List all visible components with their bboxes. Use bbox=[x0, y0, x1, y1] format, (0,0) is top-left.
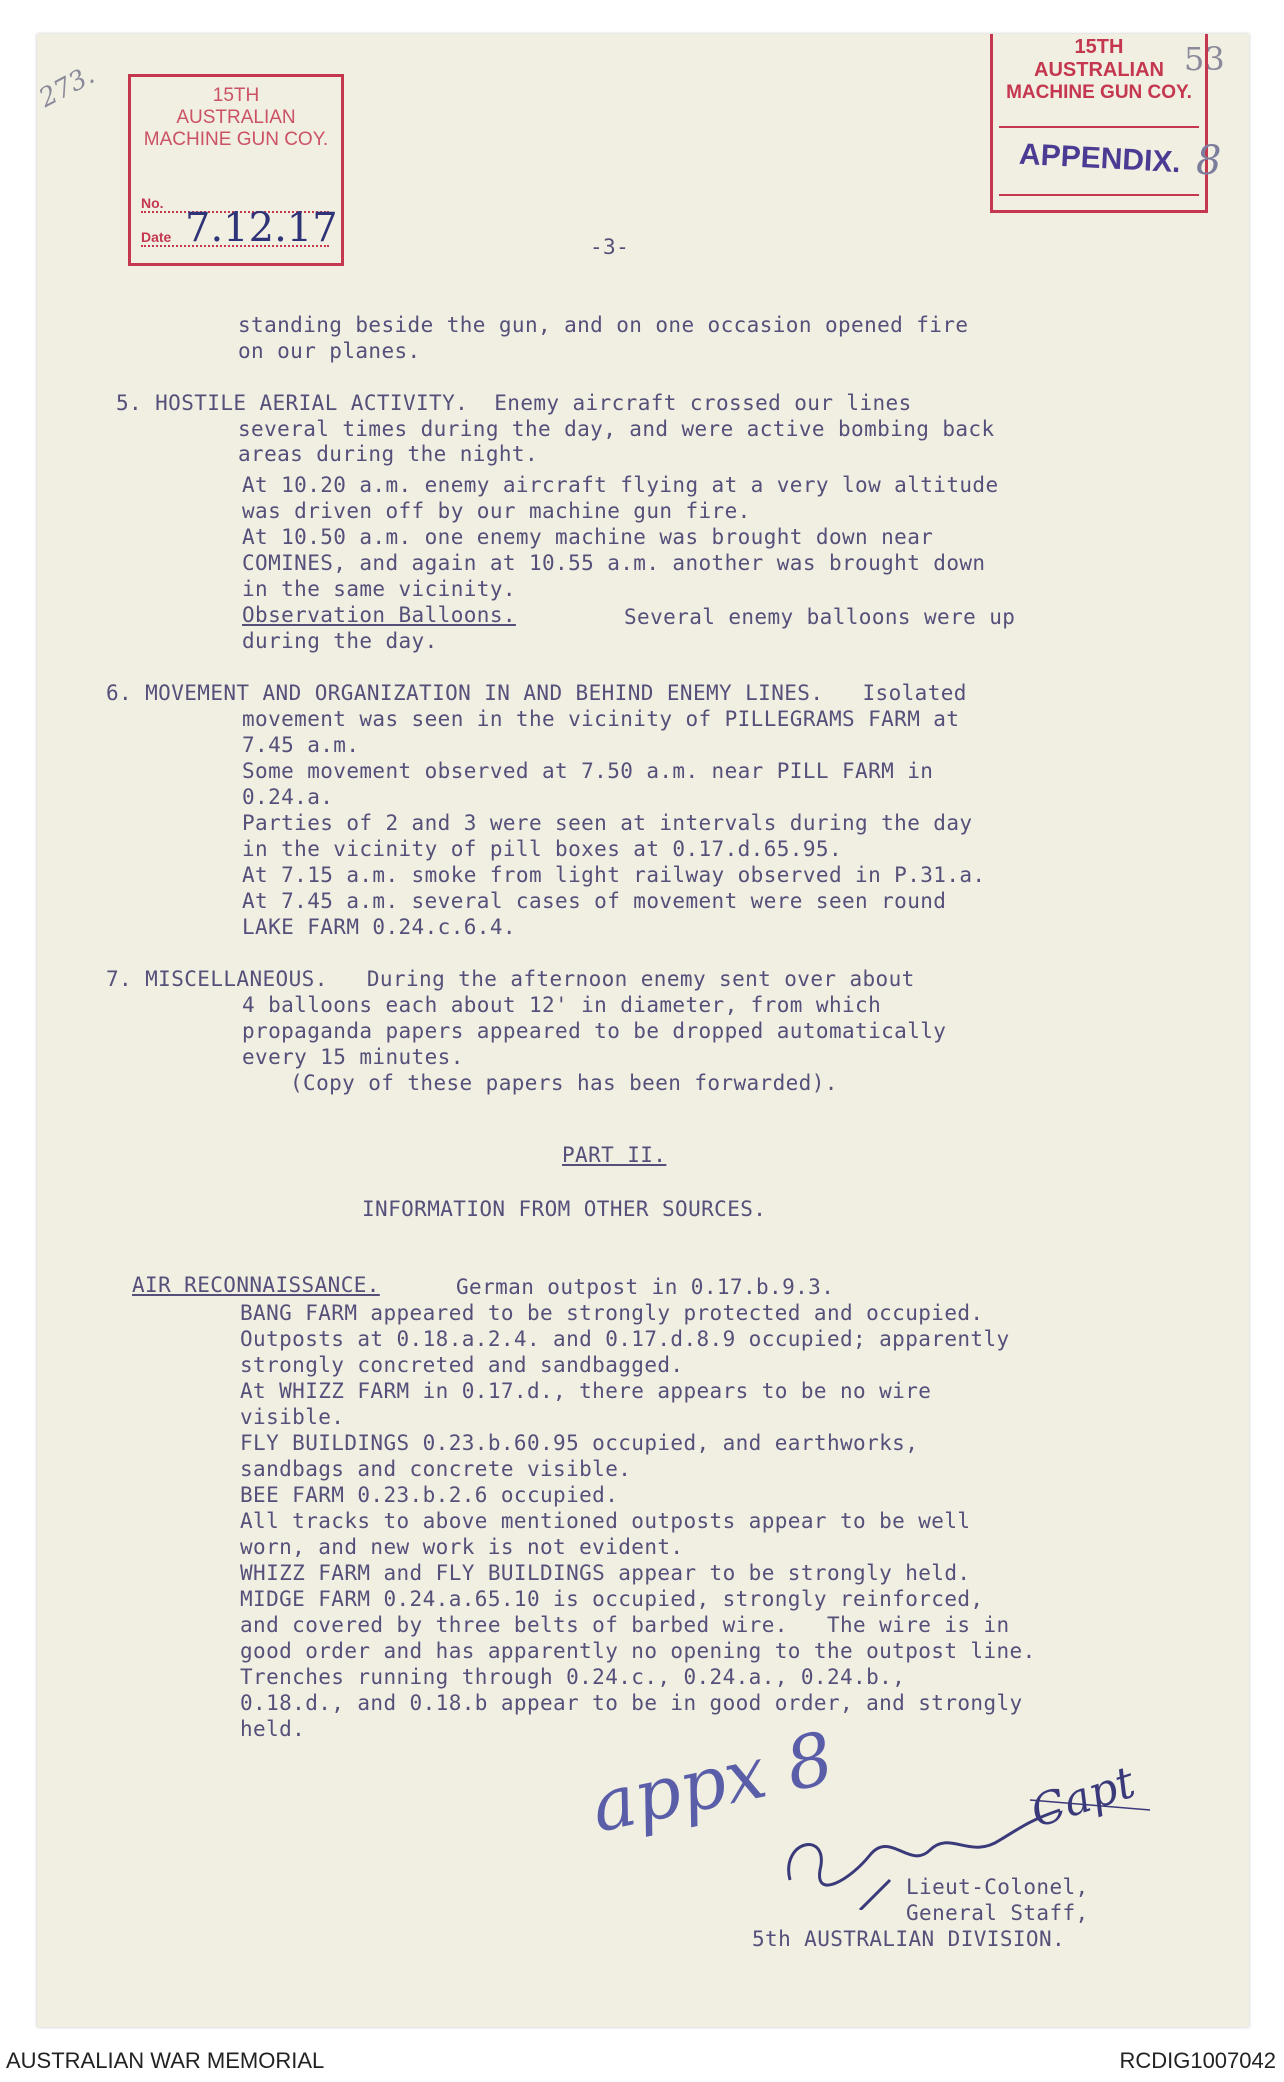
observation-balloons-heading: Observation Balloons. bbox=[242, 603, 516, 627]
body-line: 7.45 a.m. bbox=[242, 733, 360, 757]
signature-handwritten: Capt bbox=[1024, 1756, 1142, 1839]
body-line: worn, and new work is not evident. bbox=[240, 1535, 684, 1559]
body-line: Trenches running through 0.24.c., 0.24.a., 0.24.b., bbox=[240, 1665, 906, 1689]
stamp-line-2: AUSTRALIAN bbox=[176, 107, 296, 128]
body-line: Some movement observed at 7.50 a.m. near PILL FARM in bbox=[242, 759, 934, 783]
section-5-heading: 5. HOSTILE AERIAL ACTIVITY. Enemy aircraft crossed our lines bbox=[116, 391, 912, 415]
stamp-date-label: Date bbox=[141, 229, 172, 245]
body-line: good order and has apparently no opening to the outpost line. bbox=[240, 1639, 1036, 1663]
stamp-line-1: 15TH bbox=[1074, 36, 1124, 58]
signature-title-2: General Staff, bbox=[906, 1901, 1089, 1925]
stamp-line-3: MACHINE GUN COY. bbox=[1006, 82, 1192, 103]
body-line: areas during the night. bbox=[238, 442, 538, 466]
body-line: in the same vicinity. bbox=[242, 577, 516, 601]
information-heading: INFORMATION FROM OTHER SOURCES. bbox=[362, 1197, 767, 1221]
body-line: All tracks to above mentioned outposts appear to be well bbox=[240, 1509, 971, 1533]
body-line: COMINES, and again at 10.55 a.m. another was brought down bbox=[242, 551, 986, 575]
body-line: At 10.20 a.m. enemy aircraft flying at a very low altitude bbox=[242, 473, 999, 497]
body-line: At 7.15 a.m. smoke from light railway observed in P.31.a. bbox=[242, 863, 986, 887]
archive-number-right: 53 bbox=[1184, 40, 1225, 78]
footer-record-id: RCDIG1007042 bbox=[1119, 2048, 1276, 2073]
body-line: propaganda papers appeared to be dropped automatically bbox=[242, 1019, 947, 1043]
body-line: standing beside the gun, and on one occasion opened fire bbox=[238, 313, 969, 337]
body-line: MIDGE FARM 0.24.a.65.10 is occupied, strongly reinforced, bbox=[240, 1587, 984, 1611]
body-line: BANG FARM appeared to be strongly protected and occupied. bbox=[240, 1301, 984, 1325]
part-ii-heading: PART II. bbox=[562, 1143, 667, 1167]
page-number: -3- bbox=[590, 235, 630, 259]
signature-title-1: Lieut-Colonel, bbox=[906, 1875, 1089, 1899]
stamp-line-2: AUSTRALIAN bbox=[1034, 59, 1164, 81]
body-line: 4 balloons each about 12' in diameter, from which bbox=[242, 993, 882, 1017]
body-line: was driven off by our machine gun fire. bbox=[242, 499, 751, 523]
body-line: FLY BUILDINGS 0.23.b.60.95 occupied, and earthworks, bbox=[240, 1431, 919, 1455]
handwritten-appx-note: appx 8 bbox=[583, 1715, 841, 1849]
footer-institution: AUSTRALIAN WAR MEMORIAL bbox=[6, 2048, 325, 2073]
body-line: At WHIZZ FARM in 0.17.d., there appears to be no wire bbox=[240, 1379, 932, 1403]
signature-title-3: 5th AUSTRALIAN DIVISION. bbox=[752, 1927, 1066, 1951]
stamp-date-value: 7.12.17 bbox=[185, 205, 338, 251]
body-line: At 7.45 a.m. several cases of movement were seen round bbox=[242, 889, 947, 913]
body-line: sandbags and concrete visible. bbox=[240, 1457, 632, 1481]
air-reconnaissance-heading: AIR RECONNAISSANCE. bbox=[132, 1273, 380, 1297]
section-6-heading: 6. MOVEMENT AND ORGANIZATION IN AND BEHIND ENEMY LINES. Isolated bbox=[106, 681, 967, 705]
body-line: Outposts at 0.18.a.2.4. and 0.17.d.8.9 occupied; apparently bbox=[240, 1327, 1010, 1351]
appendix-number-handwritten: 8 bbox=[1196, 138, 1222, 184]
body-line: in the vicinity of pill boxes at 0.17.d.65.95. bbox=[242, 837, 842, 861]
body-line: LAKE FARM 0.24.c.6.4. bbox=[242, 915, 516, 939]
body-line: 0.24.a. bbox=[242, 785, 334, 809]
unit-stamp-right bbox=[990, 34, 1208, 213]
stamp-no-label: No. bbox=[141, 195, 164, 211]
body-line: Several enemy balloons were up bbox=[624, 605, 1016, 629]
body-line: during the day. bbox=[242, 629, 438, 653]
body-line: German outpost in 0.17.b.9.3. bbox=[456, 1275, 835, 1299]
body-line: held. bbox=[240, 1717, 306, 1741]
body-line: WHIZZ FARM and FLY BUILDINGS appear to be strongly held. bbox=[240, 1561, 971, 1585]
body-line: every 15 minutes. bbox=[242, 1045, 464, 1069]
body-line: 0.18.d., and 0.18.b appear to be in good order, and strongly bbox=[240, 1691, 1023, 1715]
body-line: strongly concreted and sandbagged. bbox=[240, 1353, 684, 1377]
body-line: and covered by three belts of barbed wire. The wire is in bbox=[240, 1613, 1010, 1637]
body-line: (Copy of these papers has been forwarded). bbox=[290, 1071, 838, 1095]
body-line: on our planes. bbox=[238, 339, 421, 363]
body-line: BEE FARM 0.23.b.2.6 occupied. bbox=[240, 1483, 619, 1507]
body-line: At 10.50 a.m. one enemy machine was brought down near bbox=[242, 525, 934, 549]
appendix-label: APPENDIX. bbox=[1018, 137, 1182, 180]
body-line: several times during the day, and were active bombing back bbox=[238, 417, 995, 441]
stamp-line-3: MACHINE GUN COY. bbox=[143, 129, 329, 150]
body-line: movement was seen in the vicinity of PILLEGRAMS FARM at bbox=[242, 707, 960, 731]
body-line: visible. bbox=[240, 1405, 345, 1429]
body-line: Parties of 2 and 3 were seen at intervals during the day bbox=[242, 811, 973, 835]
stamp-line-1: 15TH bbox=[212, 85, 260, 106]
unit-stamp-left bbox=[128, 74, 344, 266]
section-7-heading: 7. MISCELLANEOUS. During the afternoon enemy sent over about bbox=[106, 967, 915, 991]
archive-number-left: 273. bbox=[34, 60, 100, 114]
